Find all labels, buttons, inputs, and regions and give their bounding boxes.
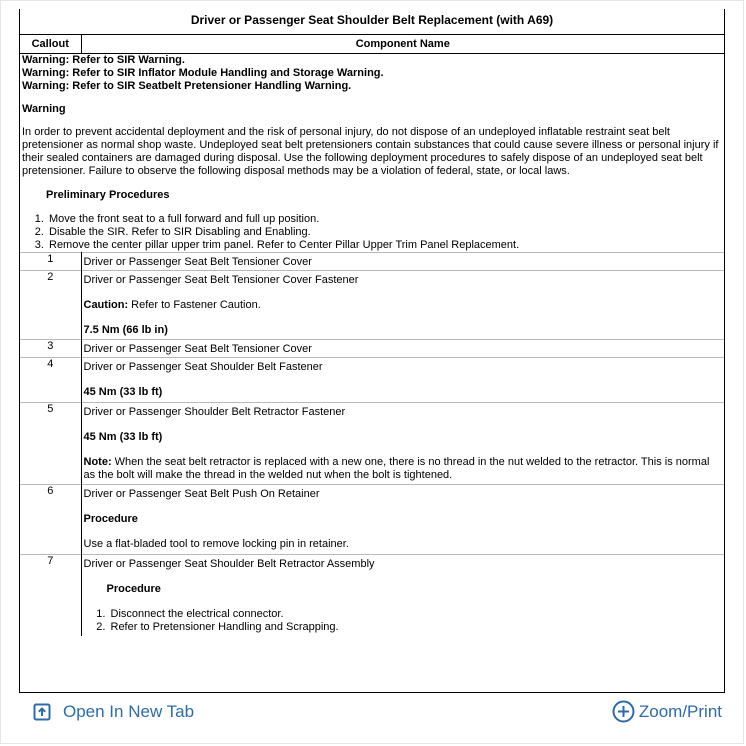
bottom-toolbar [0,700,746,726]
callout-number: 1 [20,253,81,271]
table-header-row [20,35,724,54]
warning-line: Warning: Refer to SIR Inflator Module Handling and Storage Warning. [22,67,384,79]
component-name: Driver or Passenger Seat Shoulder Belt Retractor Assembly [83,558,375,570]
component-name: Driver or Passenger Seat Belt Tensioner Cover Fastener [83,274,359,286]
table-row [20,403,724,485]
note-label: Note: [83,456,112,468]
callout-number: 5 [20,403,81,485]
table-row [20,485,724,555]
open-in-new-tab-link[interactable] [33,702,194,722]
list-item: 1. Move the front seat to a full forward and full up position. [47,213,722,226]
component-name: Driver or Passenger Shoulder Belt Retractor Fastener [83,406,346,418]
preliminary-procedures-title: Preliminary Procedures [46,189,170,201]
torque-spec: 7.5 Nm (66 lb in) [83,324,168,336]
preliminary-steps-list [22,213,722,252]
zoom-print-link[interactable] [612,700,722,723]
callout-number: 7 [20,555,81,637]
component-name: Driver or Passenger Seat Belt Tensioner Cover [83,343,312,355]
callout-column-header: Callout [20,35,81,54]
table-row [20,555,724,637]
component-name: Driver or Passenger Seat Belt Push On Retainer [83,488,320,500]
table-row [20,340,724,358]
document-panel [19,9,725,693]
list-item: 3. Remove the center pillar upper trim panel. Refer to Center Pillar Upper Trim Panel Replacement. [47,239,722,252]
table-row [20,358,724,403]
procedure-label: Procedure [83,513,138,525]
torque-spec: 45 Nm (33 lb ft) [83,386,163,398]
warning-line: Warning: Refer to SIR Seatbelt Pretensioner Handling Warning. [22,80,352,92]
open-in-new-tab-label: Open In New Tab [63,702,195,721]
note-text: When the seat belt retractor is replaced with a new one, there is no thread in the nut welded to the retractor. This is normal as the bolt will make the thread in the welded nut when the bolt is tightened. [83,456,710,481]
table-row [20,271,724,340]
caution-label: Caution: [83,299,129,311]
warning-line: Warning: Refer to SIR Warning. [22,54,185,66]
callout-number: 2 [20,271,81,340]
component-column-header: Component Name [81,35,724,54]
callout-number: 4 [20,358,81,403]
list-item: 2. Disable the SIR. Refer to SIR Disabling and Enabling. [47,226,722,239]
component-name: Driver or Passenger Seat Shoulder Belt Fastener [83,361,323,373]
note-block [84,444,723,484]
intro-row [20,54,724,253]
caution-line [84,287,723,312]
open-new-tab-icon [33,703,51,721]
list-item: 2. Refer to Pretensioner Handling and Scrapping. [109,621,723,634]
component-table [20,34,724,636]
torque-spec: 45 Nm (33 lb ft) [83,431,163,443]
warning-heading: Warning [22,103,66,115]
document-title: Driver or Passenger Seat Shoulder Belt Replacement (with A69) [190,13,554,27]
procedure-steps-list [84,608,723,634]
callout-number: 3 [20,340,81,358]
caution-text: Refer to Fastener Caution. [128,299,261,311]
zoom-print-label: Zoom/Print [638,701,722,721]
table-row [20,253,724,271]
component-name: Driver or Passenger Seat Belt Tensioner Cover [83,256,312,268]
procedure-label: Procedure [106,583,161,595]
procedure-text: Use a flat-bladed tool to remove locking pin in retainer. [83,538,349,550]
list-item: 1. Disconnect the electrical connector. [109,608,723,621]
callout-number: 6 [20,485,81,555]
warning-paragraph: In order to prevent accidental deployment and the risk of personal injury, do not dispose of an undeployed inflatable restraint seat belt pretensioner as normal shop waste. Undeployed seat belt pretensioners contain substances that could cause severe illness or personal injury if their sealed containers are damaged during disposal. Use the following deployment procedures to safely dispose of an undeployed seat belt pretensioner. Failure to observe the following disposal methods may be a violation of federal, state, or local laws. [22,126,719,177]
plus-circle-icon [612,700,635,723]
